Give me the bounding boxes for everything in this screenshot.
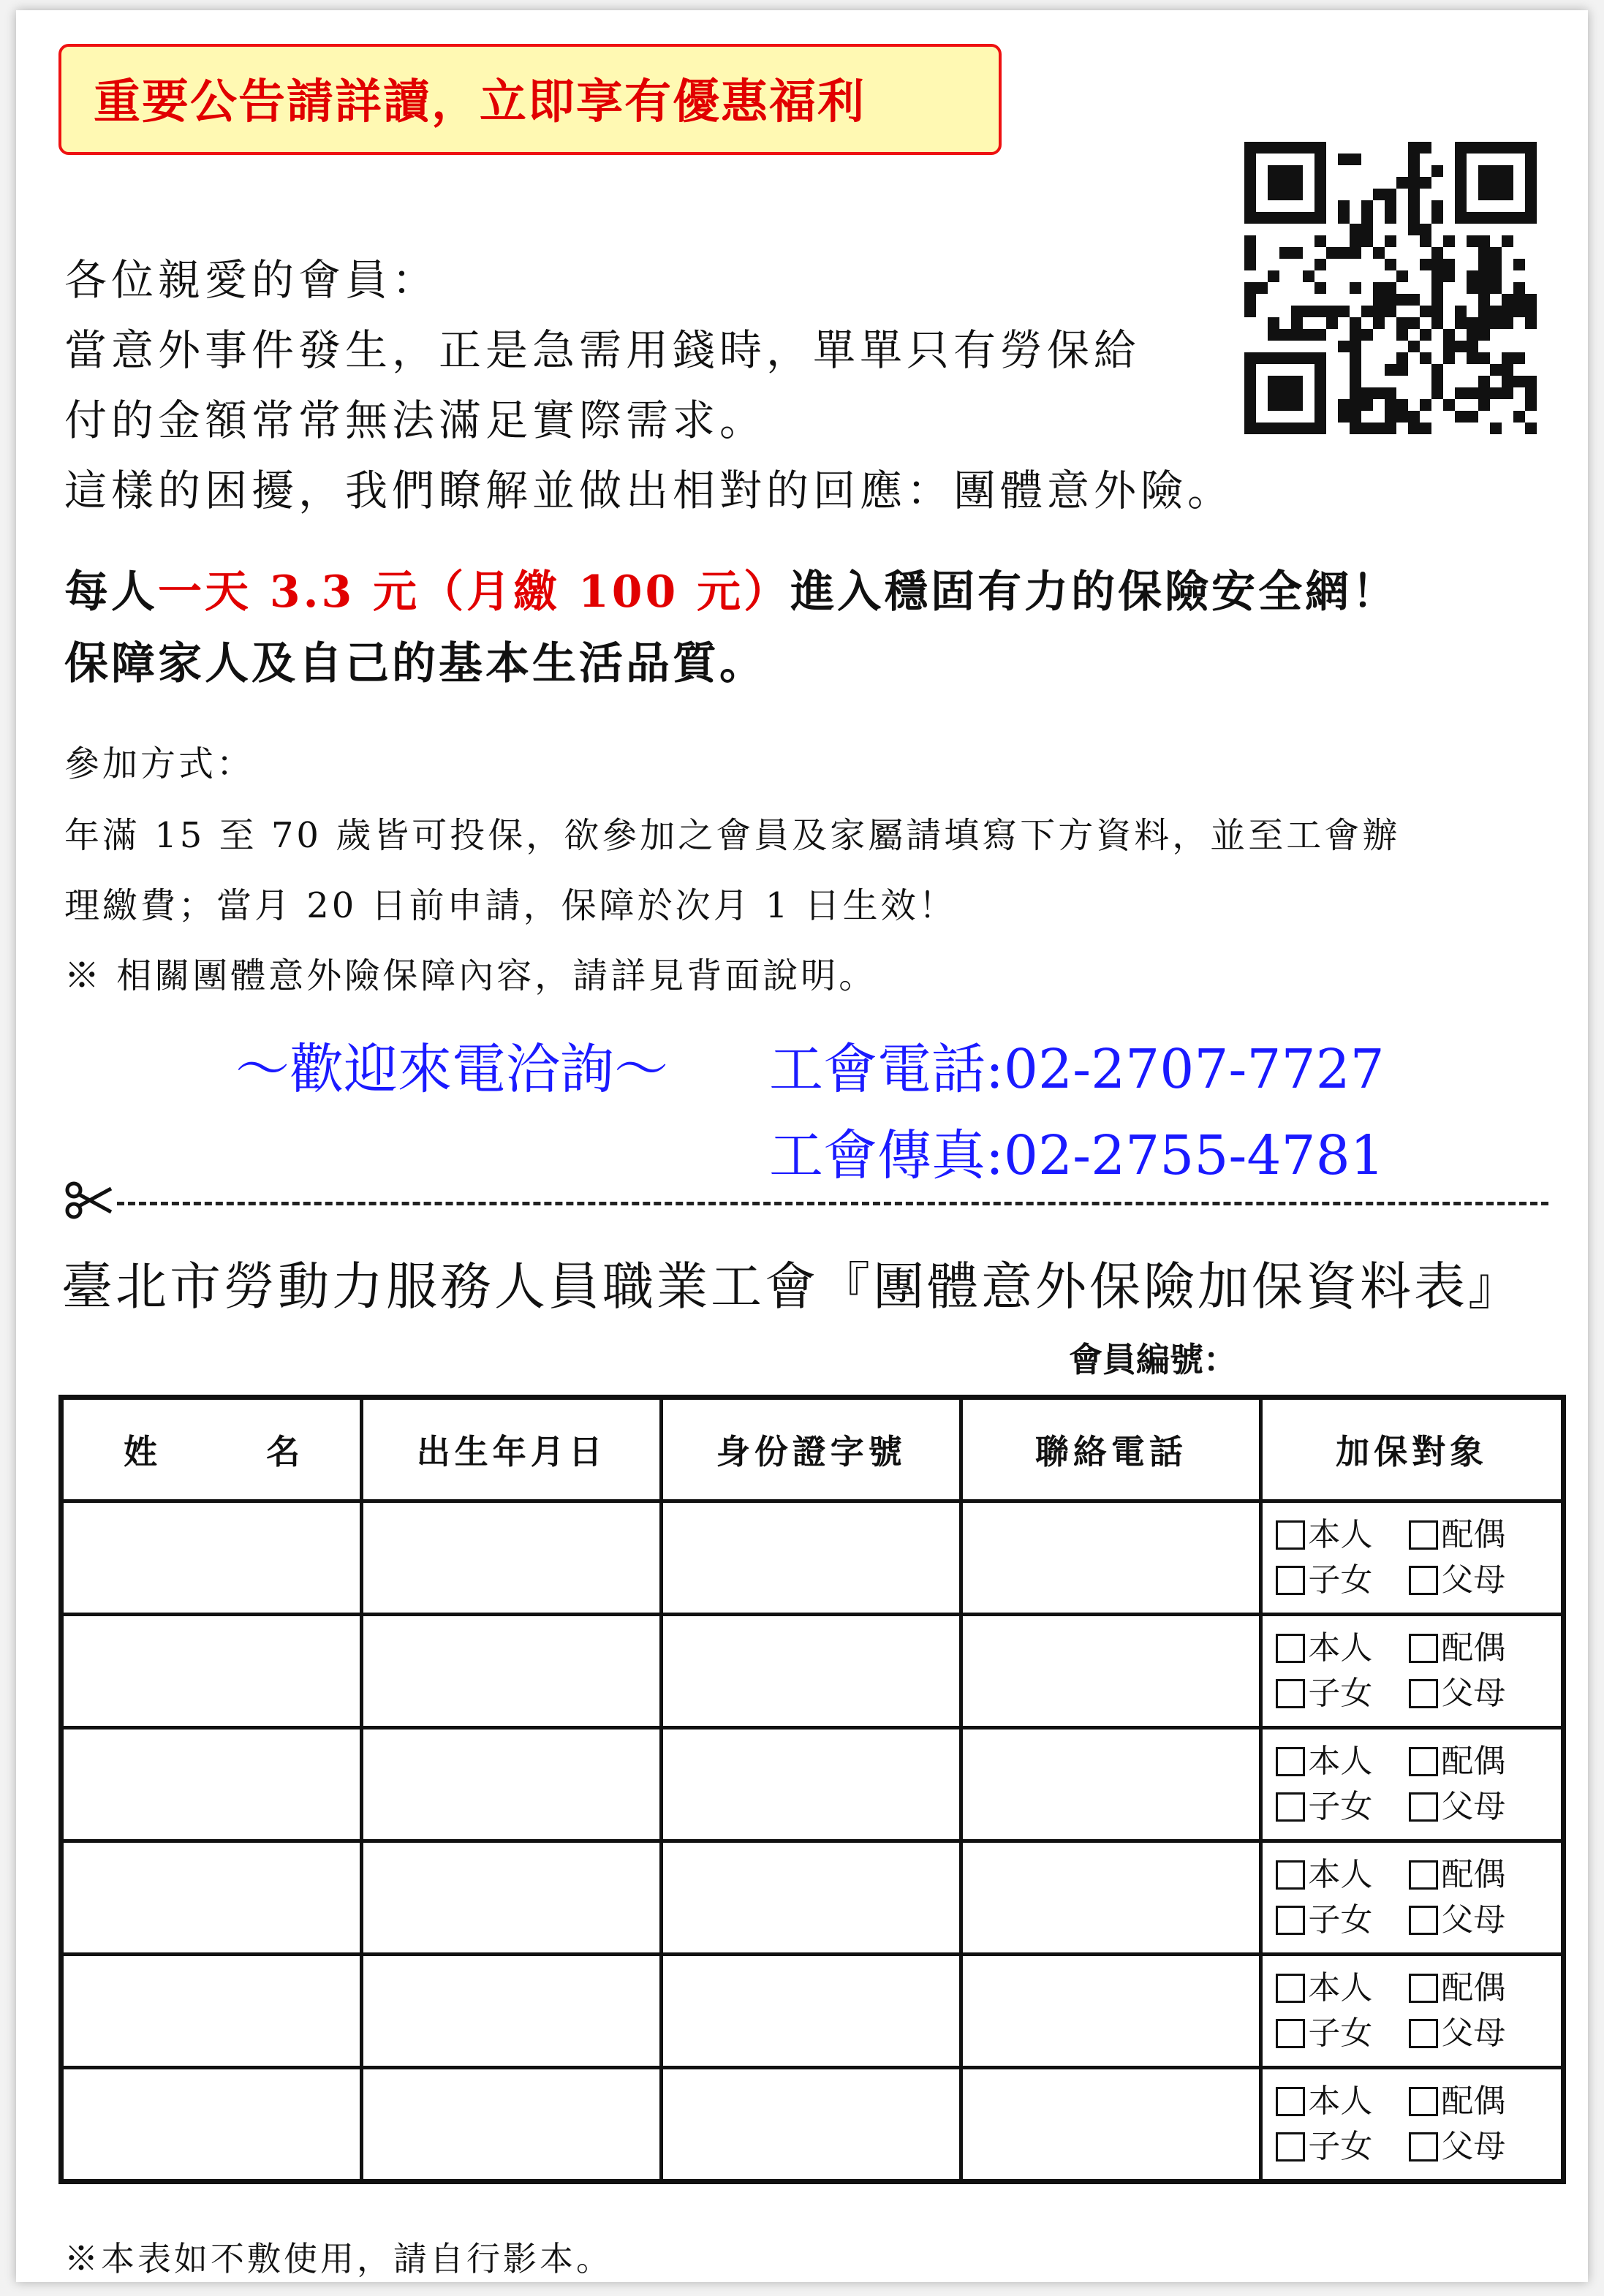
checkbox-icon[interactable] bbox=[1409, 2019, 1438, 2048]
intro-line-1: 當意外事件發生，正是急需用錢時，單單只有勞保給 bbox=[64, 325, 1141, 375]
highlight-line-2: 保障家人及自己的基本生活品質。 bbox=[64, 638, 766, 689]
checkbox-label: 父母 bbox=[1441, 1901, 1506, 1939]
name-cell[interactable] bbox=[61, 1955, 362, 2068]
name-cell[interactable] bbox=[61, 2068, 362, 2182]
phone-cell[interactable] bbox=[961, 1501, 1261, 1615]
notice-banner bbox=[58, 44, 1002, 155]
checkbox-icon[interactable] bbox=[1409, 1634, 1438, 1663]
target-cell bbox=[1261, 1841, 1564, 1955]
table-row bbox=[61, 1728, 1564, 1841]
checkbox-option[interactable] bbox=[1276, 1512, 1372, 1558]
intro-line-2: 付的金額常常無法滿足實際需求。 bbox=[64, 395, 767, 445]
checkbox-icon[interactable] bbox=[1409, 1679, 1438, 1708]
checkbox-option[interactable] bbox=[1409, 1626, 1505, 1671]
checkbox-label: 本人 bbox=[1308, 1969, 1373, 2007]
checkbox-option[interactable] bbox=[1409, 1898, 1505, 1943]
checkbox-label: 本人 bbox=[1308, 1743, 1373, 1780]
checkbox-icon[interactable] bbox=[1276, 1906, 1305, 1935]
table-row bbox=[61, 1955, 1564, 2068]
checkbox-icon[interactable] bbox=[1276, 2019, 1305, 2048]
checkbox-option[interactable] bbox=[1409, 2079, 1505, 2124]
table-row bbox=[61, 1841, 1564, 1955]
qr-code-icon bbox=[1244, 142, 1537, 434]
checkbox-icon[interactable] bbox=[1409, 2132, 1438, 2162]
checkbox-option[interactable] bbox=[1276, 1739, 1372, 1784]
cut-line bbox=[64, 1180, 1548, 1224]
contact-fax: 工會傳真:02-2755-4781 bbox=[769, 1124, 1385, 1187]
phone-cell[interactable] bbox=[961, 1728, 1261, 1841]
checkbox-label: 配偶 bbox=[1441, 2083, 1506, 2120]
method-line-1: 年滿 15 至 70 歲皆可投保，欲參加之會員及家屬請填寫下方資料，並至工會辦 bbox=[64, 815, 1401, 856]
checkbox-option[interactable] bbox=[1276, 2124, 1372, 2170]
name-cell[interactable] bbox=[61, 1501, 362, 1615]
checkbox-label: 配偶 bbox=[1441, 1856, 1506, 1893]
member-number-label: 會員編號： bbox=[1069, 1340, 1237, 1379]
checkbox-label: 子女 bbox=[1308, 1561, 1373, 1599]
table-row bbox=[61, 1615, 1564, 1728]
checkbox-icon[interactable] bbox=[1276, 1974, 1305, 2003]
enrollment-table bbox=[58, 1395, 1566, 2184]
table-row bbox=[61, 1501, 1564, 1615]
contact-phone: 工會電話:02-2707-7727 bbox=[769, 1038, 1385, 1101]
form-title: 臺北市勞動力服務人員職業工會『團體意外保險加保資料表』 bbox=[61, 1257, 1522, 1316]
checkbox-icon[interactable] bbox=[1409, 1520, 1438, 1550]
checkbox-option[interactable] bbox=[1409, 1558, 1505, 1603]
id-cell[interactable] bbox=[662, 1955, 961, 2068]
method-note: ※ 相關團體意外險保障內容，請詳見背面說明。 bbox=[64, 955, 877, 996]
checkbox-label: 配偶 bbox=[1441, 1516, 1506, 1553]
checkbox-option[interactable] bbox=[1409, 1784, 1505, 1830]
checkbox-option[interactable] bbox=[1276, 1558, 1372, 1603]
checkbox-option[interactable] bbox=[1409, 1739, 1505, 1784]
checkbox-option[interactable] bbox=[1276, 1852, 1372, 1898]
checkbox-option[interactable] bbox=[1409, 1966, 1505, 2011]
name-cell[interactable] bbox=[61, 1615, 362, 1728]
phone-cell[interactable] bbox=[961, 1615, 1261, 1728]
checkbox-label: 配偶 bbox=[1441, 1743, 1506, 1780]
notice-title: 重要公告請詳讀，立即享有優惠福利 bbox=[94, 75, 866, 129]
checkbox-icon[interactable] bbox=[1276, 1634, 1305, 1663]
checkbox-icon[interactable] bbox=[1276, 2087, 1305, 2116]
checkbox-icon[interactable] bbox=[1276, 1679, 1305, 1708]
greeting: 各位親愛的會員： bbox=[64, 255, 439, 305]
checkbox-icon[interactable] bbox=[1409, 1566, 1438, 1595]
checkbox-label: 子女 bbox=[1308, 2015, 1373, 2052]
name-cell[interactable] bbox=[61, 1728, 362, 1841]
checkbox-label: 配偶 bbox=[1441, 1629, 1506, 1667]
checkbox-option[interactable] bbox=[1409, 1852, 1505, 1898]
checkbox-icon[interactable] bbox=[1276, 1566, 1305, 1595]
checkbox-icon[interactable] bbox=[1276, 1747, 1305, 1776]
id-cell[interactable] bbox=[662, 2068, 961, 2182]
checkbox-option[interactable] bbox=[1276, 1784, 1372, 1830]
checkbox-option[interactable] bbox=[1409, 2011, 1505, 2056]
header-name-given: 名 bbox=[266, 1432, 300, 1471]
header-name bbox=[61, 1398, 362, 1501]
checkbox-icon[interactable] bbox=[1276, 1520, 1305, 1550]
checkbox-icon[interactable] bbox=[1409, 1860, 1438, 1890]
birth-cell[interactable] bbox=[362, 1841, 662, 1955]
table-row bbox=[61, 2068, 1564, 2182]
header-target: 加保對象 bbox=[1261, 1398, 1564, 1501]
checkbox-option[interactable] bbox=[1276, 1898, 1372, 1943]
scissors-icon bbox=[64, 1180, 113, 1221]
highlight-price: 一天 3.3 元（月繳 100 元） bbox=[158, 567, 791, 618]
phone-cell[interactable] bbox=[961, 1841, 1261, 1955]
checkbox-icon[interactable] bbox=[1409, 1906, 1438, 1935]
header-birth: 出生年月日 bbox=[362, 1398, 662, 1501]
target-cell bbox=[1261, 1501, 1564, 1615]
checkbox-icon[interactable] bbox=[1409, 1974, 1438, 2003]
checkbox-option[interactable] bbox=[1276, 2011, 1372, 2056]
target-cell bbox=[1261, 1955, 1564, 2068]
birth-cell[interactable] bbox=[362, 1955, 662, 2068]
document-page bbox=[16, 10, 1588, 2282]
checkbox-option[interactable] bbox=[1276, 1626, 1372, 1671]
checkbox-label: 子女 bbox=[1308, 1788, 1373, 1825]
header-phone: 聯絡電話 bbox=[961, 1398, 1261, 1501]
checkbox-label: 父母 bbox=[1441, 1675, 1506, 1712]
checkbox-icon[interactable] bbox=[1276, 1792, 1305, 1822]
checkbox-option[interactable] bbox=[1276, 1671, 1372, 1716]
contact-welcome: ～歡迎來電洽詢～ bbox=[235, 1038, 668, 1101]
checkbox-option[interactable] bbox=[1409, 1512, 1505, 1558]
id-cell[interactable] bbox=[662, 1615, 961, 1728]
checkbox-label: 子女 bbox=[1308, 1675, 1373, 1712]
method-label: 參加方式： bbox=[64, 743, 255, 784]
checkbox-label: 父母 bbox=[1441, 1788, 1506, 1825]
target-cell bbox=[1261, 2068, 1564, 2182]
checkbox-label: 父母 bbox=[1441, 1561, 1506, 1599]
checkbox-icon[interactable] bbox=[1276, 2132, 1305, 2162]
checkbox-option[interactable] bbox=[1409, 1671, 1505, 1716]
birth-cell[interactable] bbox=[362, 1615, 662, 1728]
checkbox-icon[interactable] bbox=[1409, 2087, 1438, 2116]
checkbox-icon[interactable] bbox=[1276, 1860, 1305, 1890]
checkbox-label: 本人 bbox=[1308, 1516, 1373, 1553]
id-cell[interactable] bbox=[662, 1841, 961, 1955]
highlight-suffix: 進入穩固有力的保險安全網！ bbox=[790, 567, 1399, 618]
checkbox-label: 本人 bbox=[1308, 1629, 1373, 1667]
highlight-line-1 bbox=[64, 557, 1399, 620]
checkbox-label: 配偶 bbox=[1441, 1969, 1506, 2007]
id-cell[interactable] bbox=[662, 1501, 961, 1615]
checkbox-icon[interactable] bbox=[1409, 1792, 1438, 1822]
birth-cell[interactable] bbox=[362, 1728, 662, 1841]
intro-line-3: 這樣的困擾，我們瞭解並做出相對的回應：團體意外險。 bbox=[64, 466, 1235, 515]
target-cell bbox=[1261, 1728, 1564, 1841]
birth-cell[interactable] bbox=[362, 1501, 662, 1615]
dashed-line bbox=[117, 1202, 1548, 1205]
checkbox-label: 父母 bbox=[1441, 2015, 1506, 2052]
highlight-prefix: 每人 bbox=[64, 567, 158, 618]
checkbox-label: 子女 bbox=[1308, 2128, 1373, 2165]
checkbox-label: 父母 bbox=[1441, 2128, 1506, 2165]
header-name-surname: 姓 bbox=[124, 1432, 157, 1471]
phone-cell[interactable] bbox=[961, 2068, 1261, 2182]
table-header-row bbox=[61, 1398, 1564, 1501]
checkbox-option[interactable] bbox=[1409, 2124, 1505, 2170]
birth-cell[interactable] bbox=[362, 2068, 662, 2182]
method-line-2: 理繳費；當月 20 日前申請，保障於次月 1 日生效！ bbox=[64, 885, 957, 926]
checkbox-icon[interactable] bbox=[1409, 1747, 1438, 1776]
header-id: 身份證字號 bbox=[662, 1398, 961, 1501]
footer-note: ※本表如不敷使用，請自行影本。 bbox=[64, 2239, 613, 2278]
checkbox-option[interactable] bbox=[1276, 1966, 1372, 2011]
checkbox-label: 本人 bbox=[1308, 2083, 1373, 2120]
checkbox-label: 子女 bbox=[1308, 1901, 1373, 1939]
target-cell bbox=[1261, 1615, 1564, 1728]
checkbox-option[interactable] bbox=[1276, 2079, 1372, 2124]
checkbox-label: 本人 bbox=[1308, 1856, 1373, 1893]
name-cell[interactable] bbox=[61, 1841, 362, 1955]
phone-cell[interactable] bbox=[961, 1955, 1261, 2068]
id-cell[interactable] bbox=[662, 1728, 961, 1841]
